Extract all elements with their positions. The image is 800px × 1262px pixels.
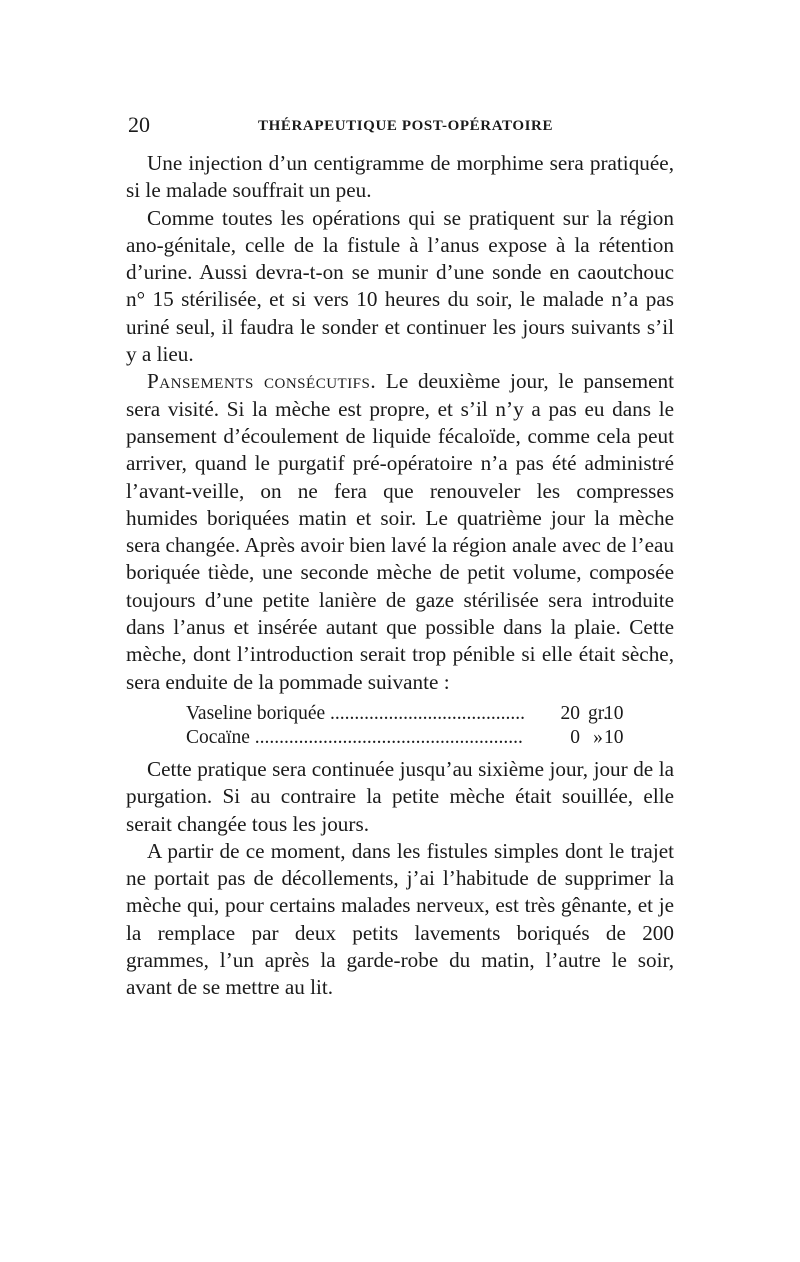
section-heading: Pansements consécutifs. (147, 369, 377, 394)
ingredient-name: Vaseline boriquée ..... (186, 702, 568, 726)
paragraph-dressings (126, 368, 674, 696)
ingredient-unit: » (593, 726, 603, 748)
running-title: THÉRAPEUTIQUE POST-OPÉRATOIRE (258, 118, 554, 134)
paragraph-lavements: A partir de ce moment, dans les fistules simples dont le trajet ne portait pas de décollements, j’ai l’habitude de supprimer la mèche qui, pour certains malades nerveux, est très gênante, et je la remplace par deux petits lavements boriqués de 200 grammes, l’un après la garde-robe du matin, l’autre le soir, avant de se mettre au lit. (126, 838, 674, 1000)
ingredient-name: Cocaïne ..... (186, 726, 568, 750)
body-text (126, 150, 674, 1002)
running-head (128, 112, 674, 142)
ingredient-decimal: 10 (604, 702, 624, 724)
prescription-table (126, 702, 674, 750)
prescription-row (126, 702, 674, 726)
ingredient-quantity: 20 (524, 702, 580, 726)
paragraph-continuation: Cette pratique sera continuée jusqu’au sixième jour, jour de la purgation. Si au contraire la petite mèche était souillée, elle serait changée tous les jours. (126, 756, 674, 836)
page-number: 20 (128, 112, 150, 137)
paragraph-morphine: Une injection d’un centigramme de morphime sera pratiquée, si le malade souffrait un peu. (126, 151, 674, 203)
ingredient-quantity: 0 (524, 726, 580, 750)
ingredient-decimal: 10 (604, 726, 624, 748)
paragraph-urine-retention: Comme toutes les opérations qui se pratiquent sur la région ano-génitale, celle de la fistule à l’anus expose à la rétention d’urine. Aussi devra-t-on se munir d’une sonde en caoutchouc n° 15 stérilisée, et si vers 10 heures du soir, le malade n’a pas uriné seul, il faudra le sonder et continuer les jours suivants s’il y a lieu. (126, 205, 674, 367)
ingredient-unit: gr. (587, 702, 609, 724)
prescription-row (126, 726, 674, 750)
paragraph-dressings-text: Le deuxième jour, le pansement sera visité. Si la mèche est propre, et s’il n’y a pas eu dans le pansement d’écoulement de liquide fécaloïde, comme cela peut arriver, quand le purgatif pré-opératoire n’a pas été administré l’avant-veille, on ne fera que renouveler les compresses humides boriquées matin et soir. Le quatrième jour la mèche sera changée. Après avoir bien lavé la région anale avec de l’eau boriquée tiède, une seconde mèche de petit volume, composée toujours d’une petite lanière de gaze stérilisée sera introduite dans l’anus et insérée autant que possible dans la plaie. Cette mèche, dont l’introduction serait trop pénible si elle était sèche, sera enduite de la pommade suivante : (126, 369, 674, 694)
